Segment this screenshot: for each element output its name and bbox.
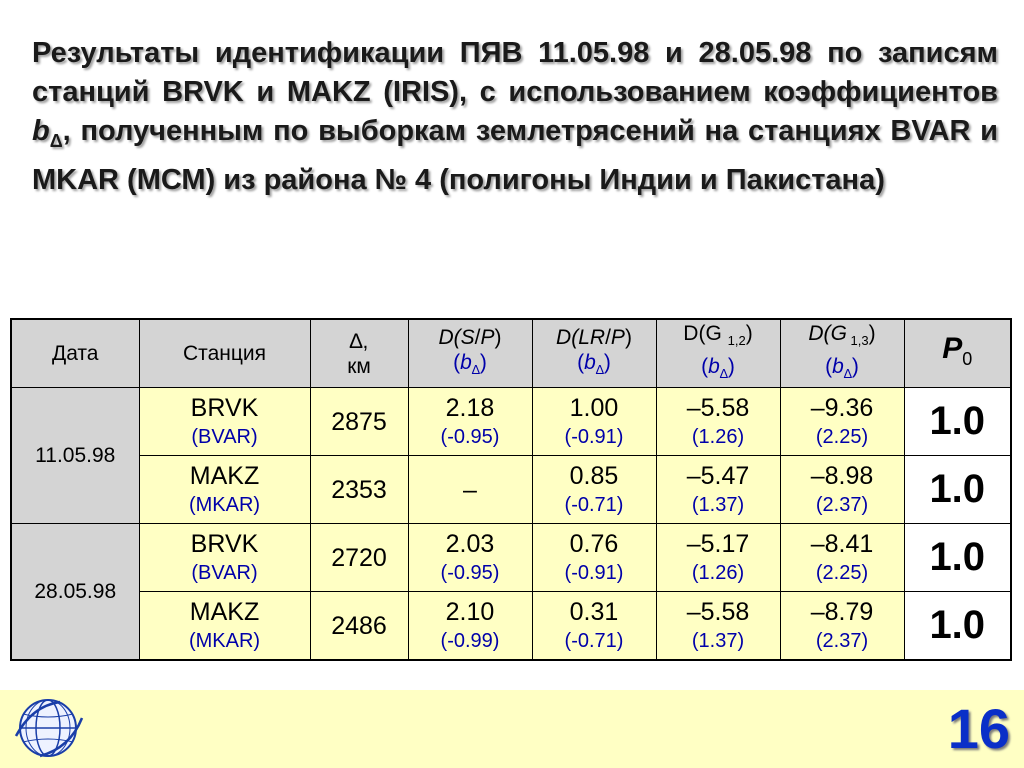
header-p0-label — [942, 331, 973, 369]
lrp-coef: (-0.71) — [564, 630, 624, 652]
g12-coef: (1.37) — [691, 630, 745, 652]
sp-value: 2.03 — [445, 530, 495, 558]
p0-cell: 1.0 — [904, 592, 1011, 661]
header-sp-coef — [453, 350, 487, 378]
header-sp-p: P — [480, 325, 495, 349]
page-number: 16 — [947, 697, 1010, 760]
g12-coef: (1.26) — [691, 426, 745, 448]
header-g13-sub: 1,3 — [846, 333, 869, 349]
delta-cell: 2353 — [310, 456, 408, 524]
coef-b: b — [460, 350, 472, 374]
g12-cell — [656, 592, 780, 661]
header-sp — [408, 319, 532, 388]
header-lrp — [532, 319, 656, 388]
p0-cell: 1.0 — [904, 388, 1011, 456]
delta-cell: 2720 — [310, 524, 408, 592]
header-sp-slash: / — [474, 325, 481, 349]
g13-cell — [780, 592, 904, 661]
station-ref: (MKAR) — [188, 494, 261, 516]
lrp-cell — [532, 592, 656, 661]
lrp-value: 0.76 — [569, 530, 619, 558]
sp-coef: (-0.95) — [440, 426, 500, 448]
g12-value: –5.17 — [686, 530, 750, 558]
sp-cell — [408, 524, 532, 592]
lrp-coef: (-0.91) — [564, 426, 624, 448]
g13-coef: (2.37) — [815, 494, 869, 516]
header-delta-unit: км — [347, 354, 371, 378]
lrp-value: 0.85 — [569, 462, 619, 490]
date-cell: 28.05.98 — [11, 524, 139, 661]
header-g13-coef — [825, 354, 859, 381]
title-text-a: Результаты идентификации ПЯВ 11.05.98 и 28.05.98 по записям станций BRVK и MAKZ (IRIS), с использованием коэффициентов — [32, 37, 998, 108]
station-name: MAKZ — [189, 462, 260, 490]
header-sp-close: ) — [494, 325, 502, 349]
lrp-coef: (-0.91) — [564, 562, 624, 584]
table-row — [11, 592, 1011, 661]
lrp-cell — [532, 388, 656, 456]
station-name: MAKZ — [189, 598, 260, 626]
g12-value: –5.47 — [686, 462, 750, 490]
station-ref: (MKAR) — [188, 630, 261, 652]
g12-cell — [656, 524, 780, 592]
coef-b: b — [708, 354, 720, 378]
title-text-c: , полученным по выборкам землетрясений на станциях BVAR и MKAR (МСМ) из района № 4 (полигоны Индии и Пакистана) — [32, 115, 998, 196]
sp-coef: (-0.95) — [440, 562, 500, 584]
p0-symbol: P — [942, 331, 963, 365]
coef-close: ) — [603, 350, 611, 374]
g13-coef: (2.25) — [815, 426, 869, 448]
footer-band — [0, 690, 1024, 768]
results-table — [10, 318, 1012, 661]
header-g13-d: D( — [808, 322, 831, 346]
header-sp-d: D( — [438, 325, 461, 349]
header-g12-d: D(G — [683, 322, 728, 346]
header-delta — [310, 319, 408, 388]
table-header-row — [11, 319, 1011, 388]
g13-cell — [780, 456, 904, 524]
header-g13-g: G — [830, 322, 847, 346]
header-g12 — [656, 319, 780, 388]
p0-sub: 0 — [962, 348, 973, 369]
station-ref: (BVAR) — [191, 562, 258, 584]
g13-cell — [780, 388, 904, 456]
p0-cell: 1.0 — [904, 456, 1011, 524]
coef-open: ( — [825, 354, 833, 378]
table-row — [11, 524, 1011, 592]
g13-value: –8.79 — [810, 598, 874, 626]
header-g13 — [780, 319, 904, 388]
coef-b-sub: ∆ — [843, 365, 852, 381]
header-lrp-d: D( — [556, 325, 579, 349]
station-cell — [139, 592, 310, 661]
header-delta-symbol: ∆, — [349, 329, 369, 353]
header-lrp-close: ) — [624, 325, 632, 349]
header-lrp-lr: LR — [578, 325, 606, 349]
coef-close: ) — [479, 350, 487, 374]
p0-cell: 1.0 — [904, 524, 1011, 592]
coef-open: ( — [577, 350, 585, 374]
header-sp-s: S — [460, 325, 475, 349]
station-cell — [139, 388, 310, 456]
header-g12-close: ) — [745, 322, 753, 346]
lrp-value: 0.31 — [569, 598, 619, 626]
coef-close: ) — [727, 354, 735, 378]
delta-cell: 2486 — [310, 592, 408, 661]
g12-value: –5.58 — [686, 394, 750, 422]
g13-value: –9.36 — [810, 394, 874, 422]
sp-cell — [408, 388, 532, 456]
g12-cell — [656, 456, 780, 524]
lrp-cell — [532, 524, 656, 592]
header-lrp-coef — [577, 350, 611, 378]
coef-b-sub: ∆ — [595, 362, 604, 378]
delta-cell: 2875 — [310, 388, 408, 456]
lrp-coef: (-0.71) — [564, 494, 624, 516]
coef-open: ( — [701, 354, 709, 378]
coef-b: b — [832, 354, 844, 378]
header-p0 — [904, 319, 1011, 388]
sp-cell — [408, 592, 532, 661]
sp-cell: – — [408, 456, 532, 524]
table-row — [11, 456, 1011, 524]
table-row — [11, 388, 1011, 456]
coef-b: b — [584, 350, 596, 374]
lrp-value: 1.00 — [569, 394, 619, 422]
coef-close: ) — [851, 354, 859, 378]
g13-cell — [780, 524, 904, 592]
sp-value: 2.10 — [445, 598, 495, 626]
slide-title — [32, 34, 998, 200]
header-station: Станция — [139, 319, 310, 388]
coef-open: ( — [453, 350, 461, 374]
g12-coef: (1.26) — [691, 562, 745, 584]
station-cell — [139, 524, 310, 592]
title-b-sub: Δ — [49, 130, 63, 151]
globe-logo-icon — [12, 696, 88, 760]
header-lrp-p: P — [610, 325, 625, 349]
g13-value: –8.41 — [810, 530, 874, 558]
coef-b-sub: ∆ — [471, 362, 480, 378]
header-g12-sub: 1,2 — [727, 333, 746, 349]
g13-coef: (2.25) — [815, 562, 869, 584]
title-b-symbol: b — [32, 115, 50, 147]
coef-b-sub: ∆ — [719, 365, 728, 381]
g12-cell — [656, 388, 780, 456]
g12-coef: (1.37) — [691, 494, 745, 516]
lrp-cell — [532, 456, 656, 524]
header-g12-coef — [701, 354, 735, 381]
g13-coef: (2.37) — [815, 630, 869, 652]
header-date: Дата — [11, 319, 139, 388]
station-name: BRVK — [190, 394, 259, 422]
station-name: BRVK — [190, 530, 259, 558]
station-cell — [139, 456, 310, 524]
sp-coef: (-0.99) — [440, 630, 500, 652]
header-g13-close: ) — [868, 322, 876, 346]
sp-value: 2.18 — [445, 394, 495, 422]
station-ref: (BVAR) — [191, 426, 258, 448]
date-cell: 11.05.98 — [11, 388, 139, 524]
g12-value: –5.58 — [686, 598, 750, 626]
header-lrp-slash: / — [605, 325, 611, 349]
g13-value: –8.98 — [810, 462, 874, 490]
